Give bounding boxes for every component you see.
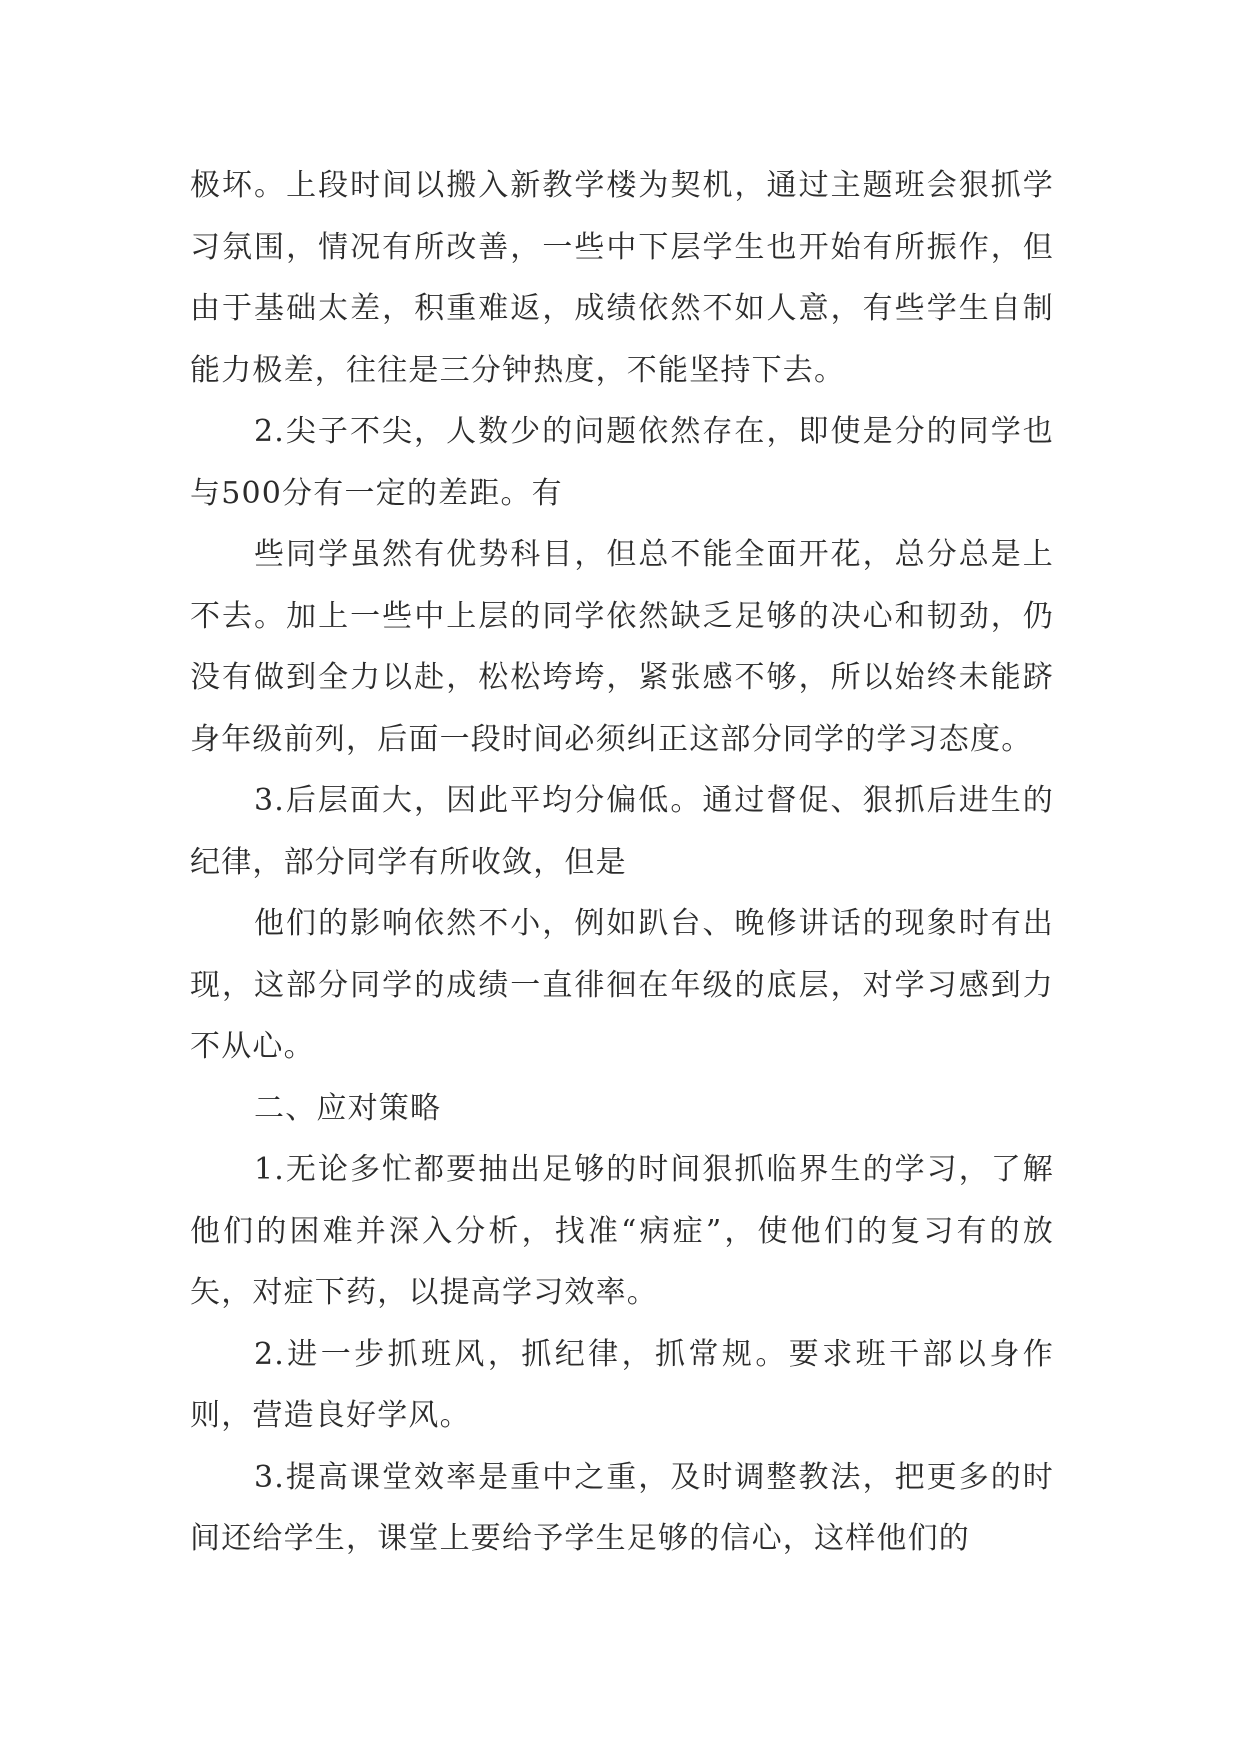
paragraph-7: 1.无论多忙都要抽出足够的时间狠抓临界生的学习，了解他们的困难并深入分析，找准“病症”，使他们的复习有的放矢，对症下药，以提高学习效率。 xyxy=(190,1152,1054,1310)
paragraph-9: 3.提高课堂效率是重中之重，及时调整教法，把更多的时间还给学生，课堂上要给予学生足够的信心，这样他们的 xyxy=(190,1459,1054,1556)
paragraph-2: 2.尖子不尖，人数少的问题依然存在，即使是分的同学也与500分有一定的差距。有 xyxy=(190,414,1054,511)
paragraph-1: 极坏。上段时间以搬入新教学楼为契机，通过主题班会狠抓学习氛围，情况有所改善，一些中下层学生也开始有所振作，但由于基础太差，积重难返，成绩依然不如人意，有些学生自制能力极差，往往是三分钟热度，不能坚持下去。 xyxy=(190,168,1054,388)
document-body xyxy=(190,155,1054,1570)
paragraph-5: 他们的影响依然不小，例如趴台、晚修讲话的现象时有出现，这部分同学的成绩一直徘徊在年级的底层，对学习感到力不从心。 xyxy=(190,906,1054,1064)
section-heading: 二、应对策略 xyxy=(254,1090,442,1126)
paragraph-4: 3.后层面大，因此平均分偏低。通过督促、狠抓后进生的纪律，部分同学有所收敛，但是 xyxy=(190,783,1054,880)
paragraph-8: 2.进一步抓班风，抓纪律，抓常规。要求班干部以身作则，营造良好学风。 xyxy=(190,1336,1054,1433)
paragraph-3: 些同学虽然有优势科目，但总不能全面开花，总分总是上不去。加上一些中上层的同学依然缺乏足够的决心和韧劲，仍没有做到全力以赴，松松垮垮，紧张感不够，所以始终未能跻身年级前列，后面一段时间必须纠正这部分同学的学习态度。 xyxy=(190,537,1054,757)
